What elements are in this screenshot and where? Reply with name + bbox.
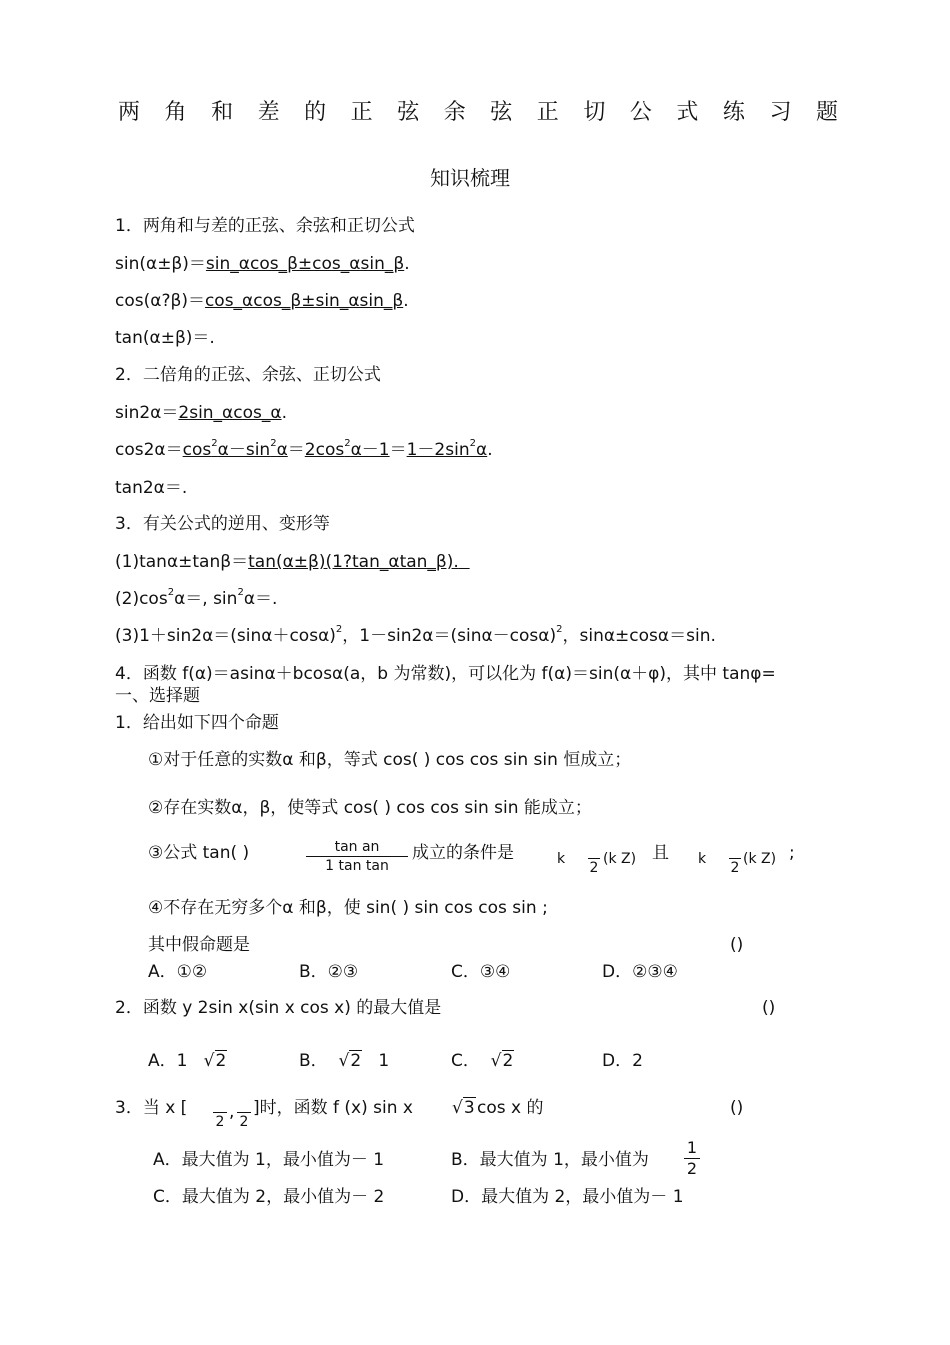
q1-prop3-fraction: $\frac{\text{tan an}}{\text{1 tan tan}}$ <box>306 838 408 875</box>
s1-cos-formula: cos(α?β)＝cos_αcos_β±sin_αsin_β. <box>115 291 409 311</box>
page-title <box>118 99 838 127</box>
s2-cos-formula: $\cos 2\alpha=\cos^2\alpha-\sin^2\alpha=2\cos^2\alpha-1=1-2\sin^2\alpha$. <box>115 438 493 460</box>
q3-interval-comma: , <box>229 1102 235 1122</box>
q1-prop2: ②存在实数α，β，使等式 cos( ) cos cos sin sin 能成立； <box>148 798 592 818</box>
title-char: 公 <box>629 100 652 125</box>
title-char: 正 <box>536 100 559 125</box>
q3-option-d[interactable]: D．最大值为 2，最小值为－ 1 <box>451 1187 684 1207</box>
q1-prop3-range2: (k Z) <box>743 851 777 867</box>
s3-heading: 3．有关公式的逆用、变形等 <box>115 514 330 534</box>
title-char: 弦 <box>397 100 420 125</box>
s1-tan-formula: tan(α±β)＝. <box>115 328 215 348</box>
s1-heading: 1．两角和与差的正弦、余弦和正切公式 <box>115 216 415 236</box>
q1-prop3-k2: k <box>698 851 707 867</box>
q1-prop4: ④不存在无穷多个α 和β，使 sin( ) sin cos cos sin ; <box>148 898 548 918</box>
q3-stem-start: 3．当 x [ <box>115 1098 188 1118</box>
q3-option-a[interactable]: A．最大值为 1，最小值为－ 1 <box>153 1150 385 1170</box>
q2-option-c[interactable]: C． √2 <box>451 1051 514 1071</box>
q1-prop3-and: 且 <box>652 843 669 863</box>
q1-prop3-range1: (k Z) <box>603 851 637 867</box>
s4-line: 4．函数 f(α)＝asinα＋bcosα(a，b 为常数)，可以化为 f(α)＝sin(α＋φ)，其中 tanφ= <box>115 664 776 684</box>
q2-option-a[interactable]: A．1 √2 <box>148 1051 227 1071</box>
q3-interval-right: 2 <box>237 1094 251 1131</box>
title-char: 习 <box>769 100 792 125</box>
title-char: 差 <box>257 100 280 125</box>
title-char: 练 <box>722 100 745 125</box>
choice-heading: 一、选择题 <box>115 686 200 706</box>
q1-option-b[interactable]: B．②③ <box>299 962 359 982</box>
q2-option-d[interactable]: D．2 <box>602 1051 643 1071</box>
q3-interval-left: 2 <box>213 1094 227 1131</box>
title-char: 切 <box>583 100 606 125</box>
title-char: 两 <box>118 100 141 125</box>
q1-stem: 1．给出如下四个命题 <box>115 713 279 733</box>
title-char: 题 <box>815 100 838 125</box>
q1-prop3-k1: k <box>557 851 566 867</box>
q1-answer-bracket: () <box>730 935 744 955</box>
s3-line2: $(2)\cos^2\alpha=$, $\sin^2\alpha=$. <box>115 587 278 609</box>
q3-option-b[interactable]: B．最大值为 1，最小值为 <box>451 1150 649 1170</box>
q1-prop1: ①对于任意的实数α 和β，等式 cos( ) cos cos sin sin 恒成立； <box>148 750 632 770</box>
q3-sqrt3: √3 <box>452 1098 475 1118</box>
title-char: 余 <box>443 100 466 125</box>
q1-option-c[interactable]: C．③④ <box>451 962 511 982</box>
title-char: 的 <box>304 100 327 125</box>
q1-prop3-condition: 成立的条件是 <box>412 843 514 863</box>
q3-stem-end: cos x 的 <box>477 1098 544 1118</box>
q3-stem-mid: ]时，函数 f (x) sin x <box>253 1098 413 1118</box>
q2-stem: 2．函数 y 2sin x(sin x cos x) 的最大值是 <box>115 998 442 1018</box>
s2-heading: 2．二倍角的正弦、余弦、正切公式 <box>115 365 381 385</box>
section-title: 知识梳理 <box>430 166 510 190</box>
q1-option-a[interactable]: A．①② <box>148 962 208 982</box>
title-char: 角 <box>164 100 187 125</box>
title-char: 和 <box>211 100 234 125</box>
s1-sin-formula: sin(α±β)＝sin_αcos_β±cos_αsin_β. <box>115 254 410 274</box>
q1-ask: 其中假命题是 <box>148 935 250 955</box>
s2-tan-formula: tan2α＝. <box>115 478 188 498</box>
q1-prop3-lhs: ③公式 tan( ) <box>148 843 250 863</box>
q2-option-b[interactable]: B． √2 1 <box>299 1051 390 1071</box>
s3-line1: (1)tanα±tanβ＝tan(α±β)(1?tan_αtan_β). <box>115 552 459 572</box>
title-char: 正 <box>350 100 373 125</box>
q3-option-c[interactable]: C．最大值为 2，最小值为－ 2 <box>153 1187 385 1207</box>
title-char: 弦 <box>490 100 513 125</box>
s2-sin-formula: sin2α＝2sin_αcos_α. <box>115 403 287 423</box>
title-char: 式 <box>676 100 699 125</box>
s3-line3: $(3)1+\sin 2\alpha=(\sin\alpha+\cos\alpha)^2$，$1-\sin 2\alpha=(\sin\alpha-\cos\alpha)^2$，sinα±cosα＝sin. <box>115 624 716 646</box>
q2-answer-bracket: () <box>762 998 776 1018</box>
q3-option-b-fraction: $\frac{1}{2}$ <box>684 1138 700 1179</box>
q1-prop3-end: ; <box>789 843 795 863</box>
q1-prop3-pi2: 2 <box>730 860 740 876</box>
q1-prop3-pi1: 2 <box>589 860 599 876</box>
q1-option-d[interactable]: D．②③④ <box>602 962 678 982</box>
q3-answer-bracket: () <box>730 1098 744 1118</box>
